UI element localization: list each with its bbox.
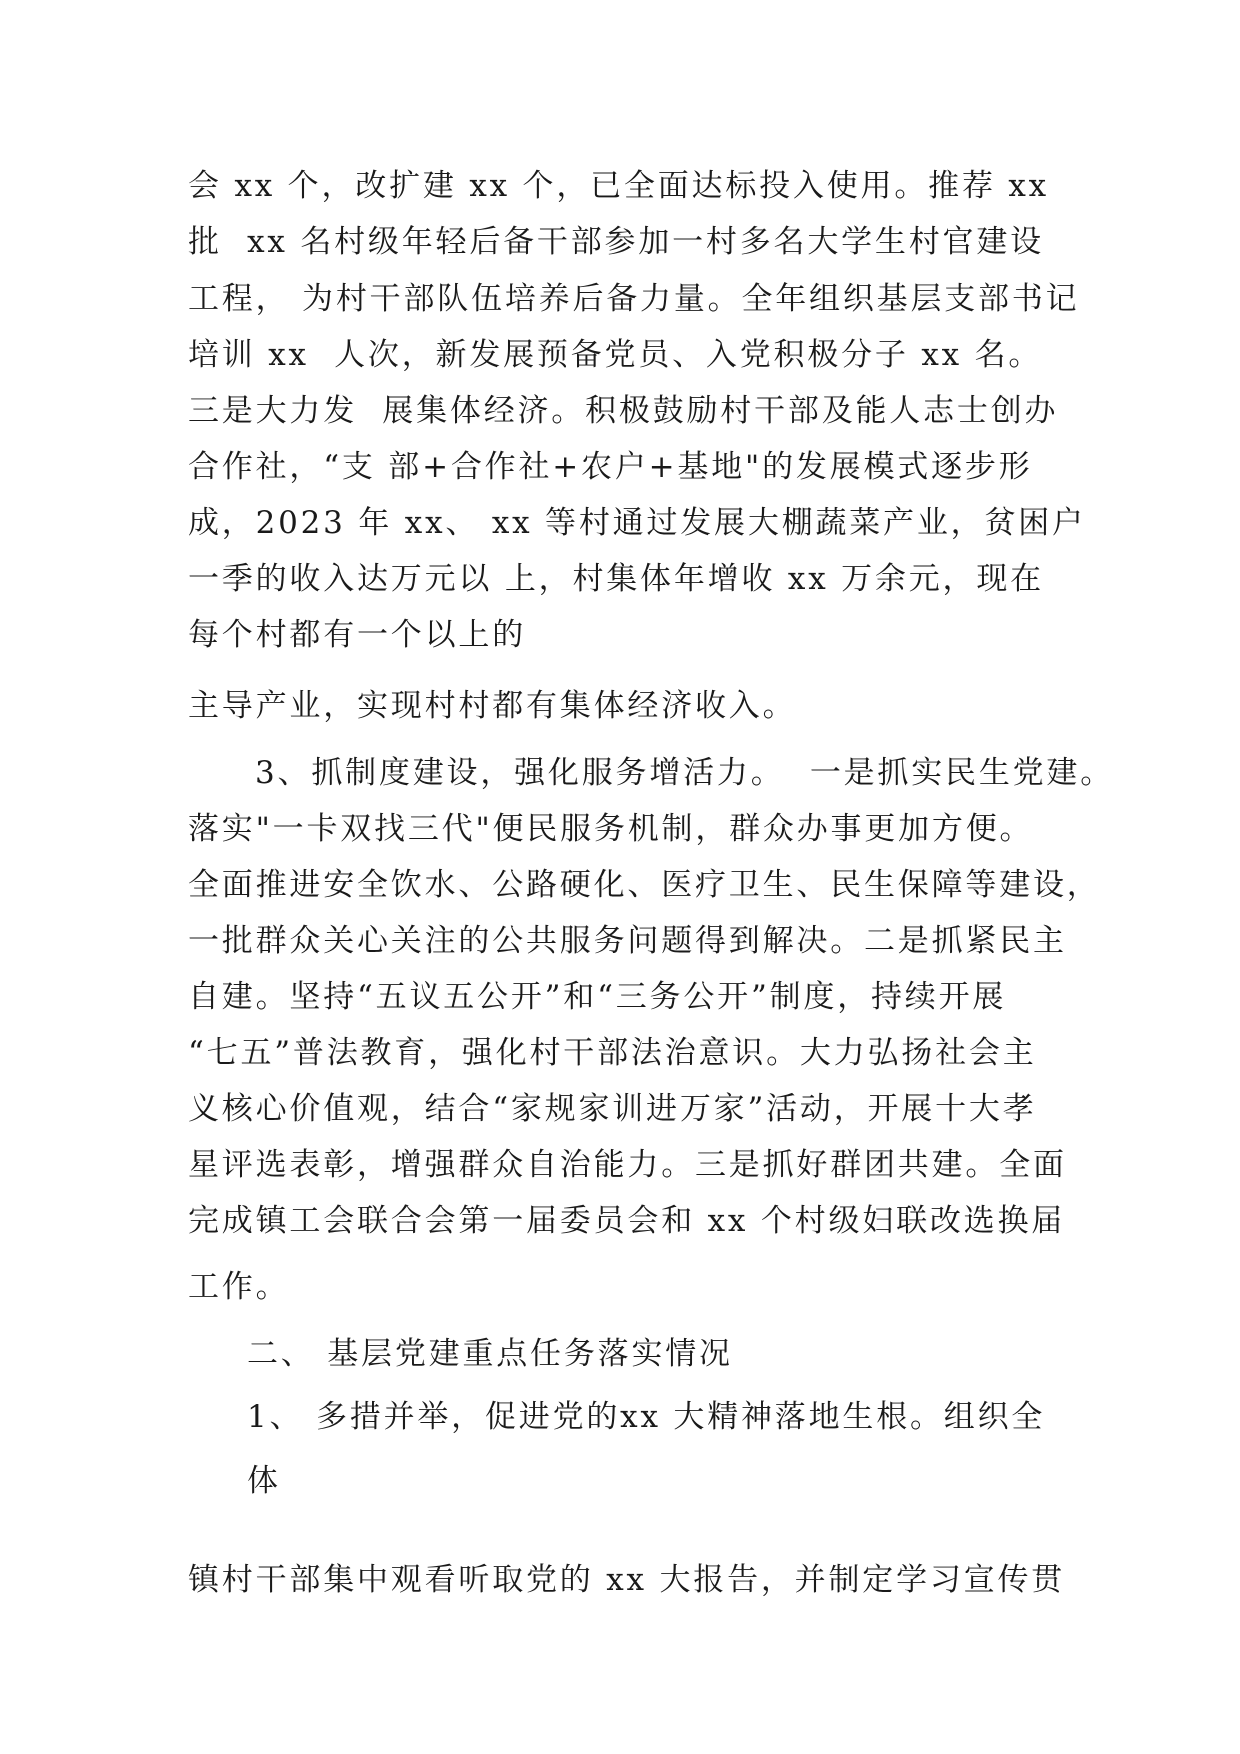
paragraph-line: 全面推进安全饮水、公路硬化、医疗卫生、民生保障等建设， xyxy=(188,867,1101,903)
paragraph-line: 三是大力发 展集体经济。积极鼓励村干部及能人志士创办 xyxy=(188,393,1059,429)
paragraph-line: 一季的收入达万元以 上，村集体年增收 xx 万余元，现在 xyxy=(188,561,1044,597)
paragraph-line: 工程， 为村干部队伍培养后备力量。全年组织基层支部书记 xyxy=(188,281,1080,317)
section-heading: 3、抓制度建设，强化服务增活力。 一是抓实民生党建。 xyxy=(255,755,1115,791)
paragraph-line: 主导产业，实现村村都有集体经济收入。 xyxy=(188,688,797,724)
paragraph-line: 义核心价值观，结合“家规家训进万家”活动，开展十大孝 xyxy=(188,1091,1037,1127)
paragraph-line: 完成镇工会联合会第一届委员会和 xx 个村级妇联改选换届 xyxy=(188,1203,1066,1239)
paragraph-line: 每个村都有一个以上的 xyxy=(188,617,526,653)
paragraph-line: 镇村干部集中观看听取党的 xx 大报告，并制定学习宣传贯 xyxy=(188,1562,1066,1598)
paragraph-line: 培训 xx 人次，新发展预备党员、入党积极分子 xx 名。 xyxy=(188,337,1043,373)
paragraph-line: 批 xx 名村级年轻后备干部参加一村多名大学生村官建设 xyxy=(188,224,1044,260)
paragraph-line: 自建。坚持“五议五公开”和“三务公开”制度，持续开展 xyxy=(188,979,1007,1015)
paragraph-line: 成，2023 年 xx、 xx 等村通过发展大棚蔬菜产业，贫困户 xyxy=(188,505,1086,541)
paragraph-line: 工作。 xyxy=(188,1269,290,1305)
paragraph-line: 会 xx 个，改扩建 xx 个，已全面达标投入使用。推荐 xx xyxy=(188,168,1049,204)
paragraph-line: 体 xyxy=(247,1463,281,1499)
section-heading: 1、 多措并举，促进党的xx 大精神落地生根。组织全 xyxy=(247,1399,1046,1435)
section-heading: 二、 基层党建重点任务落实情况 xyxy=(247,1336,733,1372)
paragraph-line: “七五”普法教育，强化村干部法治意识。大力弘扬社会主 xyxy=(188,1035,1037,1071)
paragraph-line: 一批群众关心关注的公共服务问题得到解决。二是抓紧民主 xyxy=(188,923,1067,959)
paragraph-line: 合作社，“支 部+合作社+农户+基地"的发展模式逐步形 xyxy=(188,449,1033,485)
paragraph-line: 星评选表彰，增强群众自治能力。三是抓好群团共建。全面 xyxy=(188,1147,1067,1183)
paragraph-line: 落实"一卡双找三代"便民服务机制，群众办事更加方便。 xyxy=(188,811,1034,847)
